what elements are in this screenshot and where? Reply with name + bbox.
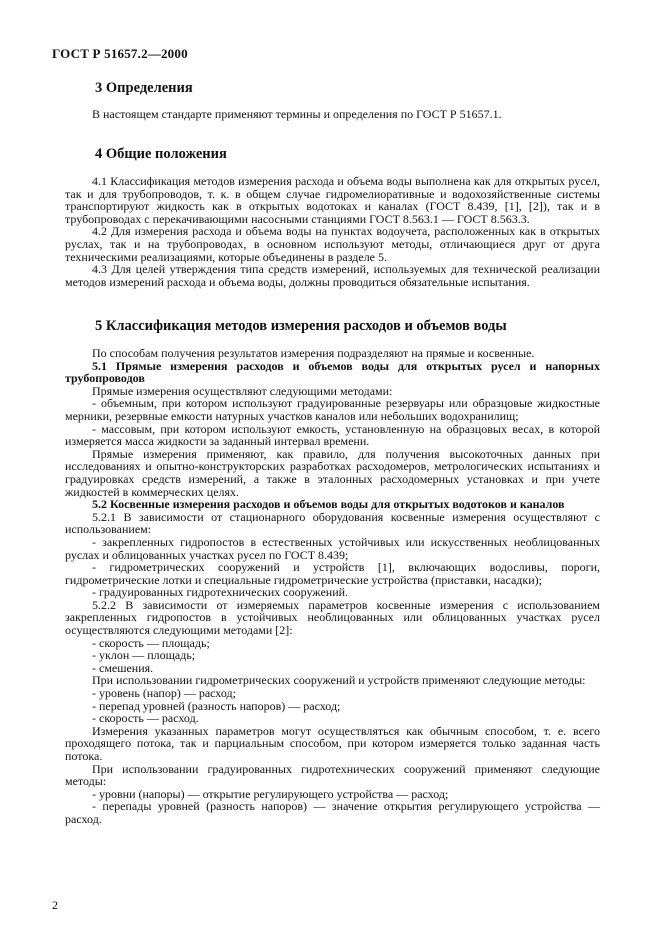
list-item: - уклон — площадь; [92,648,196,663]
section-3-title: 3 Определения [95,80,193,96]
list-item: - массовым, при котором используют емкость, установленную на образцовых весах, в которой измеряется масса жидкости за заданный интервал времени. [65,421,600,449]
list-item: - смешения. [92,660,154,675]
running-header: ГОСТ Р 51657.2—2000 [52,46,188,61]
subsection-5-1-lead: Прямые измерения осуществляют следующими методами: [92,383,393,398]
list-item: - перепад уровней (разность напоров) — расход; [92,698,341,713]
paragraph-5-2-2: 5.2.2 В зависимости от измеряемых параметров косвенные измерения с использованием закрепленных гидропостов в устойчивых необлицованных или облицованных участках русел осуществляются следующими методами [2]: [65,597,600,638]
subsection-5-1-after: Прямые измерения применяют, как правило, для получения высокоточных данных при исследованиях и опытно-конструкторских разработках расходомеров, метрологических испытаниях и градуировках средств измерений, а также в эталонных расходомерных установках и при учете жидкостей в коммерческих целях. [65,446,600,499]
section-3-text: В настоящем стандарте применяют термины и определения по ГОСТ Р 51657.1. [92,107,502,121]
subsection-5-1-title: 5.1 Прямые измерения расходов и объемов воды для открытых русел и напорных трубопроводов [65,358,600,386]
list-item: - закрепленных гидропостов в естественных устойчивых или искусственных необлицованных руслах и облицованных участках русел по ГОСТ 8.439; [65,534,600,562]
section-5-body [65,347,600,826]
section-3-body [65,108,600,121]
list-item: - объемным, при котором используют градуированные резервуары или образцовые жидкостные мерники, резервные емкости натурных участков каналов или небольших водохранилищ; [65,396,600,423]
list-item: - уровень (напор) — расход; [92,686,236,701]
list-item: - перепады уровней (разность напоров) — значение открытия регулирующего устройства — расход. [65,799,600,826]
list-item: - градуированных гидротехнических сооружений. [92,585,349,600]
list-item: - скорость — площадь; [92,635,210,650]
page-number: 2 [52,898,58,912]
section-4-title: 4 Общие положения [95,146,227,162]
paragraph-5-2-2-lead3: При использовании градуированных гидротехнических сооружений применяют следующие методы: [65,761,600,789]
paragraph-5-2-2-measure: Измерения указанных параметров могут осуществляться как обычным способом, т. е. всего проходящего потока, так и парциальным способом, при котором измеряется только заданная часть потока. [65,723,600,763]
section-5-intro: По способам получения результатов измерения подразделяют на прямые и косвенные. [92,346,535,360]
subsection-5-2-title: 5.2 Косвенные измерения расходов и объемов воды для открытых водотоков и каналов [92,497,565,512]
paragraph-4-3: 4.3 Для целей утверждения типа средств измерений, используемых для технической реализации методов измерений расхода и объема воды, должны проводиться обязательные испытания. [65,262,600,289]
paragraph-4-1: 4.1 Классификация методов измерения расхода и объема воды выполнена как для открытых русел, так и для трубопроводов, т. к. в общем случае гидромелиоративные и водохозяйственные системы транспортируют жидкость как в открытых водотоках и каналах (ГОСТ 8.439, [1], [2]), так и в трубопроводах с перекачивающими насосными станциями ГОСТ 8.563.1 — ГОСТ 8.563.3. [65,174,600,226]
list-item: - гидрометрических сооружений и устройств [1], включающих водосливы, пороги, гидрометрические лотки и специальные гидрометрические устройства (приставки, насадки); [65,560,600,587]
list-item: - скорость — расход. [92,711,199,726]
paragraph-5-2-1: 5.2.1 В зависимости от стационарного оборудования косвенные измерения осуществляют с использованием: [65,509,600,537]
paragraph-4-2: 4.2 Для измерения расхода и объема воды на пунктах водоучета, расположенных как в открытых руслах, так и на трубопроводах, в основном используют методы, отличающиеся друг от друга техническими реализациями, которые объединены в разделе 5. [65,224,600,264]
section-5-title: 5 Классификация методов измерения расходов и объемов воды [95,318,507,334]
section-4-body [65,175,600,288]
list-item: - уровни (напоры) — открытие регулирующего устройства — расход; [92,786,449,801]
paragraph-5-2-2-lead2: При использовании гидрометрических сооружений и устройств применяют следующие методы: [92,673,586,688]
